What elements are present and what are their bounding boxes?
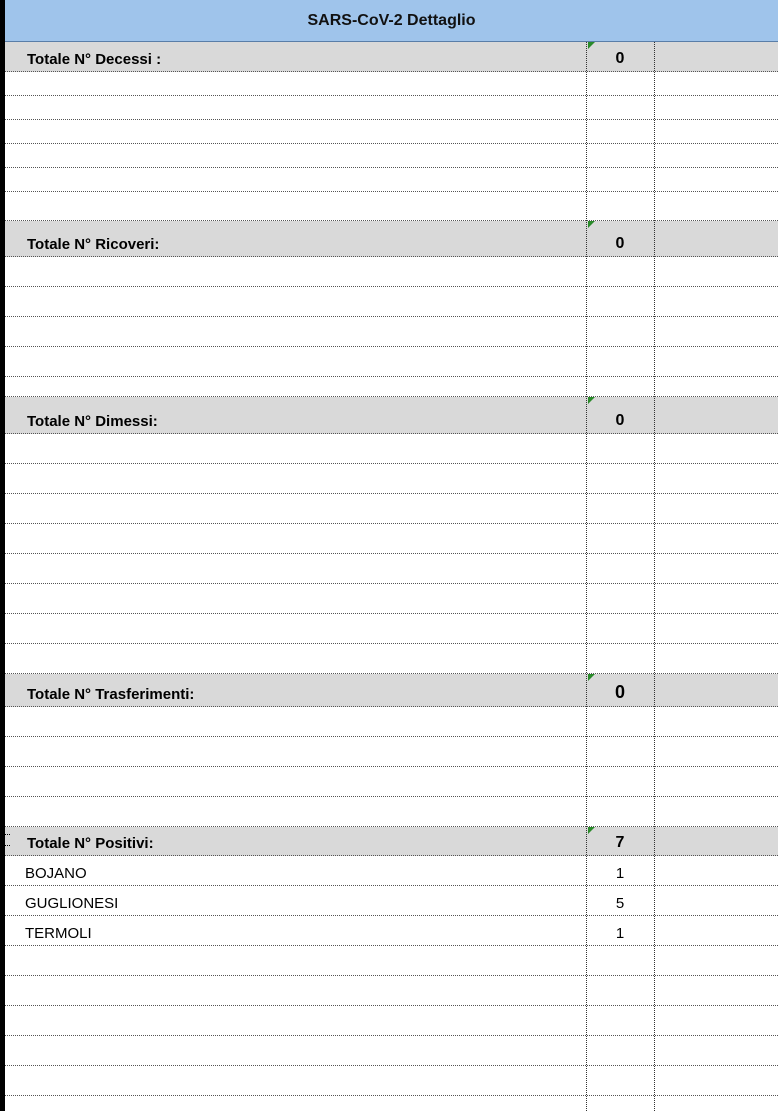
section-value-trasferimenti[interactable]: 0 bbox=[614, 682, 625, 702]
empty-row[interactable] bbox=[5, 120, 778, 144]
empty-row[interactable] bbox=[5, 767, 778, 797]
empty-row[interactable] bbox=[5, 737, 778, 767]
section-header-decessi[interactable] bbox=[5, 42, 778, 72]
section-label-trasferimenti: Totale N° Trasferimenti: bbox=[27, 686, 195, 703]
comune-count[interactable]: 5 bbox=[615, 895, 625, 912]
empty-row[interactable] bbox=[5, 1006, 778, 1036]
section-label-decessi: Totale N° Decessi : bbox=[27, 51, 162, 68]
empty-row[interactable] bbox=[5, 584, 778, 614]
empty-row[interactable] bbox=[5, 377, 778, 397]
empty-row[interactable] bbox=[5, 614, 778, 644]
empty-row[interactable] bbox=[5, 317, 778, 347]
empty-row[interactable] bbox=[5, 347, 778, 377]
section-value-ricoveri[interactable]: 0 bbox=[615, 235, 625, 252]
section-label-positivi: Totale N° Positivi: bbox=[27, 835, 154, 852]
section-label-ricoveri: Totale N° Ricoveri: bbox=[27, 236, 160, 253]
empty-row[interactable] bbox=[5, 494, 778, 524]
empty-row[interactable] bbox=[5, 434, 778, 464]
empty-row[interactable] bbox=[5, 976, 778, 1006]
empty-row[interactable] bbox=[5, 524, 778, 554]
empty-row[interactable] bbox=[5, 96, 778, 120]
cell-comment-indicator-icon bbox=[588, 42, 595, 49]
row-mark bbox=[0, 834, 10, 835]
comune-count[interactable]: 1 bbox=[615, 925, 625, 942]
table-row[interactable] bbox=[5, 886, 778, 916]
cell-comment-indicator-icon bbox=[588, 221, 595, 228]
table-row[interactable] bbox=[5, 916, 778, 946]
empty-row[interactable] bbox=[5, 144, 778, 168]
table-row[interactable] bbox=[5, 856, 778, 886]
empty-row[interactable] bbox=[5, 192, 778, 221]
comune-name: GUGLIONESI bbox=[25, 895, 119, 912]
section-value-positivi[interactable]: 7 bbox=[615, 834, 625, 851]
empty-row[interactable] bbox=[5, 168, 778, 192]
section-header-dimessi[interactable] bbox=[5, 397, 778, 434]
section-label-dimessi: Totale N° Dimessi: bbox=[27, 413, 158, 430]
empty-row[interactable] bbox=[5, 1036, 778, 1066]
sheet-title[interactable]: SARS-CoV-2 Dettaglio bbox=[5, 0, 778, 42]
cell-comment-indicator-icon bbox=[588, 827, 595, 834]
empty-row[interactable] bbox=[5, 946, 778, 976]
comune-name: BOJANO bbox=[25, 865, 87, 882]
empty-row[interactable] bbox=[5, 287, 778, 317]
empty-row[interactable] bbox=[5, 797, 778, 827]
comune-name: TERMOLI bbox=[25, 925, 92, 942]
section-header-positivi[interactable] bbox=[5, 827, 778, 856]
empty-row[interactable] bbox=[5, 257, 778, 287]
empty-row[interactable] bbox=[5, 554, 778, 584]
section-value-decessi[interactable]: 0 bbox=[615, 50, 625, 67]
empty-row[interactable] bbox=[5, 72, 778, 96]
empty-row[interactable] bbox=[5, 1066, 778, 1096]
column-divider bbox=[654, 42, 655, 1111]
empty-row[interactable] bbox=[5, 644, 778, 674]
empty-row[interactable] bbox=[5, 1096, 778, 1111]
comune-count[interactable]: 1 bbox=[615, 865, 625, 882]
row-mark bbox=[0, 845, 10, 846]
section-header-trasferimenti[interactable] bbox=[5, 674, 778, 707]
section-header-ricoveri[interactable] bbox=[5, 221, 778, 257]
cell-comment-indicator-icon bbox=[588, 397, 595, 404]
empty-row[interactable] bbox=[5, 707, 778, 737]
column-divider bbox=[586, 42, 587, 1111]
empty-row[interactable] bbox=[5, 464, 778, 494]
section-value-dimessi[interactable]: 0 bbox=[615, 412, 625, 429]
cell-comment-indicator-icon bbox=[588, 674, 595, 681]
